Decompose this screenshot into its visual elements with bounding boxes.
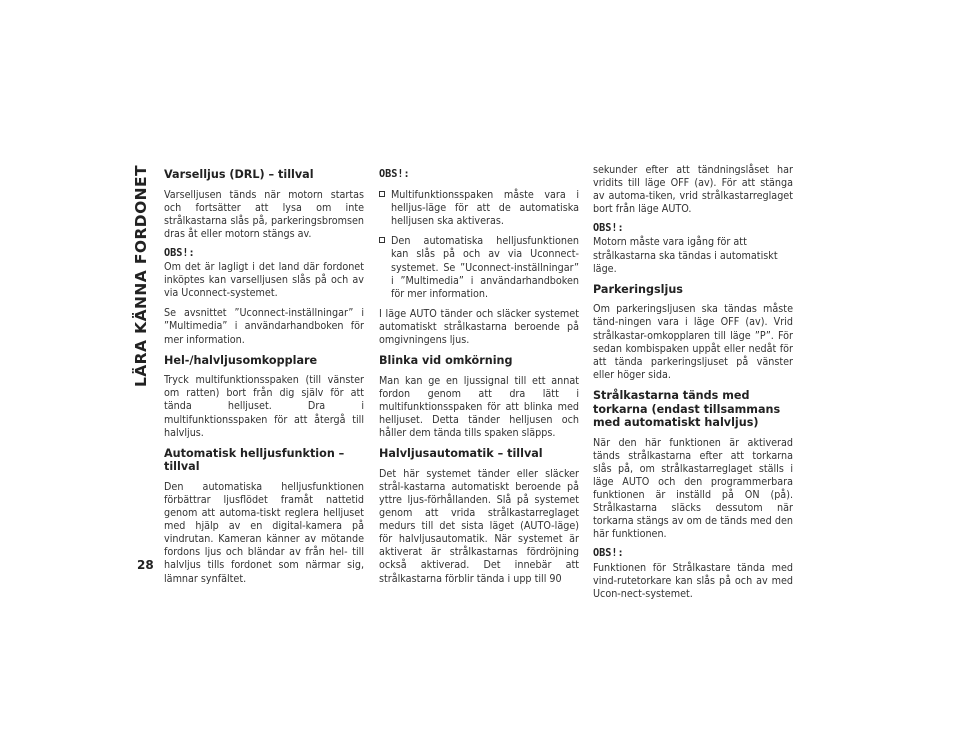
note-label: OBS!: — [593, 548, 624, 560]
heading-beam-switch: Hel-/halvljusomkopplare — [164, 353, 318, 367]
paragraph-wiper-headlights: När den här funktionen är aktiverad tänds strålkastarna efter att torkarna slås på, om strålkastarreglaget ställs i läge AUTO och den programmerbara funktionen är inställd på ON (på). Strålkastarna släcks dessutom när torkarna stängs av om de tänds med den här funktionen. — [593, 435, 793, 541]
paragraph-parking-lights: Om parkeringsljusen ska tändas måste tänd-ningen vara i läge OFF (av). Vrid strålkastar-omkopplaren till läge ”P”. För sedan kombispaken uppåt eller nedåt för att tända parkeringsljuset på vänster eller höger sida. — [593, 302, 793, 381]
note-label: OBS!: — [593, 223, 624, 235]
column-2 — [379, 168, 579, 592]
note-text: Motorn måste vara igång för att strålkastarna ska tändas i automatiskt läge. — [593, 235, 778, 275]
heading-drl: Varselljus (DRL) – tillval — [164, 168, 314, 181]
note-text: Om det är lagligt i det land där fordonet inköptes kan varselljusen slås på och av via Uconnect-systemet. — [164, 260, 364, 300]
note-label: OBS!: — [164, 247, 195, 259]
paragraph-auto-mode: I läge AUTO tänder och släcker systemet automatiskt strålkastarna beroende på omgivningens ljus. — [379, 306, 579, 347]
section-side-tab-label: LÄRA KÄNNA FORDONET — [132, 165, 150, 388]
note-bullet-item: Multifunktionsspaken måste vara i helljus-läge för att de automatiska helljusen ska aktiveras. — [379, 188, 579, 227]
heading-flash-to-pass: Blinka vid omkörning — [379, 354, 513, 368]
heading-auto-low-beam: Halvljusautomatik – tillval — [379, 447, 543, 461]
section-side-tab — [128, 165, 154, 550]
paragraph-auto-high-beam: Den automatiska helljusfunktionen förbättrar ljusflödet framåt nattetid genom att automa-tiskt reglera helljuset med hjälp av en digital-kamera på vindrutan. Kameran känner av mötande fordons ljus och bländar av från hel- till halvljus tills fordonet som närmar sig, lämnar synfältet. — [164, 479, 364, 585]
paragraph-uconnect-ref: Se avsnittet ”Uconnect-inställningar” i ”Multimedia” i användarhandboken för mer information. — [164, 306, 364, 346]
heading-parking-lights: Parkeringsljus — [593, 282, 683, 296]
note-bullet-item: Den automatiska helljusfunktionen kan slås på och av via Uconnect-systemet. Se ”Uconnect-inställningar” i ”Multimedia” i användarhandboken för mer information. — [379, 234, 579, 299]
column-1 — [164, 168, 364, 592]
note-bullet-list — [379, 188, 579, 300]
note-drl — [164, 247, 364, 299]
paragraph-auto-low-beam: Det här systemet tänder eller släcker strål-kastarna automatiskt beroende på yttre ljus-förhållanden. Slå på systemet genom att vrida strålkastarreglaget medurs till det sista läget (AUTO-läge) för halvljusautomatik. När systemet är aktiverat är strålkastarnas fördröjning också aktiverad. Det innebär att strålkastarna förblir tända i upp till 90 — [379, 466, 579, 585]
column-3 — [593, 163, 793, 607]
paragraph-auto-low-beam-cont: sekunder efter att tändningslåset har vridits till läge OFF (av). För att stänga av automa-tiken, vrid strålkastarreglaget bort från läge AUTO. — [593, 163, 793, 216]
paragraph-beam-switch: Tryck multifunktionsspaken (till vänster om ratten) bort från dig själv för att tända helljuset. Dra i multifunktionsspaken för att återgå till halvljus. — [164, 373, 364, 439]
note-label: OBS!: — [379, 169, 410, 180]
note-text: Funktionen för Strålkastare tända med vind-rutetorkare kan slås på och av med Ucon-nect-systemet. — [593, 560, 793, 600]
note-wiper-uconnect — [593, 547, 793, 599]
note-engine-running — [593, 222, 793, 274]
page-number: 28 — [137, 558, 154, 572]
paragraph-flash-to-pass: Man kan ge en ljussignal till ett annat fordon genom att dra lätt i multifunktionsspaken för att blinka med helljuset. Detta tänder helljusen och håller dem tända tills spaken släpps. — [379, 373, 579, 440]
paragraph-drl: Varselljusen tänds när motorn startas och fortsätter att lysa om inte strålkastarna slås på, parkeringsbromsen dras åt eller motorn stängs av. — [164, 187, 364, 240]
heading-wiper-headlights: Strålkastarna tänds med torkarna (endast tillsammans med automatiskt halvljus) — [593, 388, 781, 430]
heading-auto-high-beam: Automatisk helljusfunktion – tillval — [164, 446, 345, 474]
